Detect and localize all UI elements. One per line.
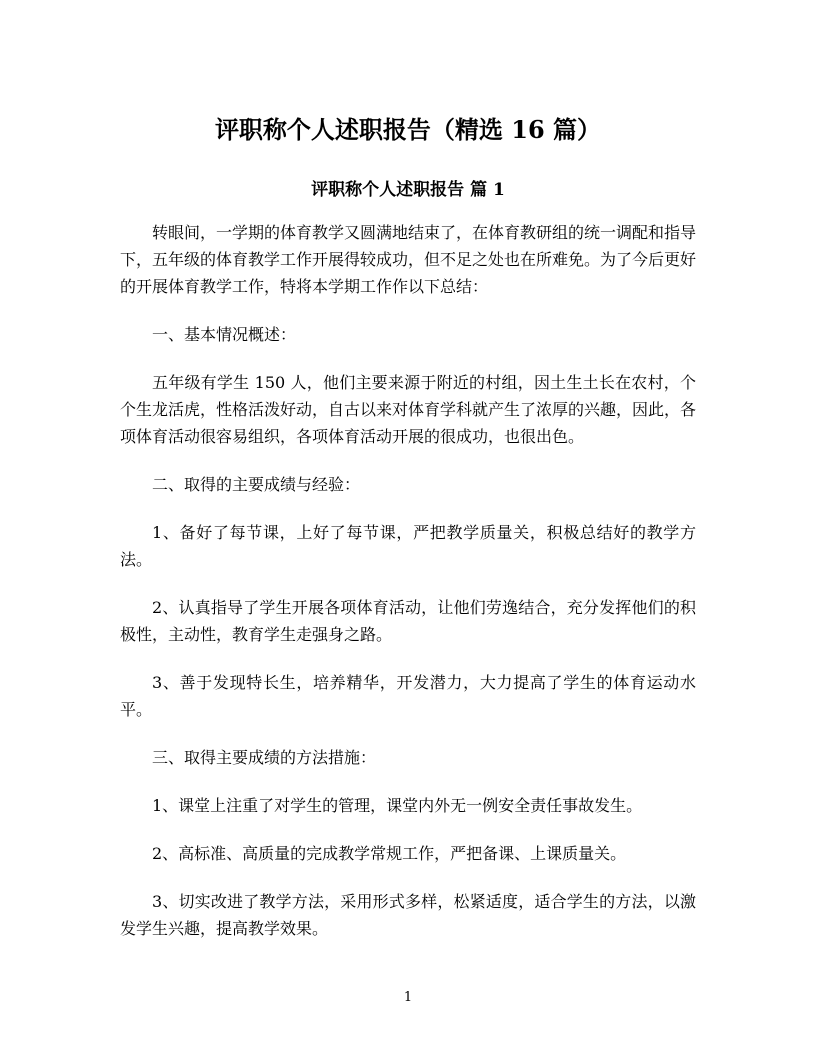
heading-overview: 一、基本情况概述：: [152, 325, 297, 344]
document-title: 评职称个人述职报告（精选 16 篇）: [214, 115, 602, 144]
list-item-method-1: 1、课堂上注重了对学生的管理，课堂内外无一例安全责任事故发生。: [152, 796, 643, 815]
heading-methods: 三、取得主要成绩的方法措施：: [152, 748, 377, 767]
document-body: [120, 219, 696, 963]
list-item-achievement-1: 1、备好了每节课，上好了每节课，严把教学质量关，积极总结好的教学方法。: [120, 523, 696, 569]
page-number: 1: [403, 990, 413, 1005]
list-item-achievement-2: 2、认真指导了学生开展各项体育活动，让他们劳逸结合，充分发挥他们的积极性，主动性，教育学生走强身之路。: [120, 598, 696, 644]
paragraph-intro: 转眼间，一学期的体育教学又圆满地结束了，在体育教研组的统一调配和指导下，五年级的体育教学工作开展得较成功，但不足之处也在所难免。为了今后更好的开展体育教学工作，特将本学期工作作以下总结：: [120, 223, 697, 296]
section-heading: 评职称个人述职报告 篇 1: [311, 180, 505, 200]
list-item-method-2: 2、高标准、高质量的完成教学常规工作，严把备课、上课质量关。: [152, 844, 627, 863]
list-item-method-3: 3、切实改进了教学方法，采用形式多样，松紧适度，适合学生的方法，以激发学生兴趣，提高教学效果。: [120, 892, 696, 938]
list-item-achievement-3: 3、善于发现特长生，培养精华，开发潜力，大力提高了学生的体育运动水平。: [120, 673, 696, 719]
heading-achievements: 二、取得的主要成绩与经验：: [152, 475, 361, 494]
paragraph-overview: 五年级有学生 150 人，他们主要来源于附近的村组，因土生土长在农村，个个生龙活虎，性格活泼好动，自古以来对体育学科就产生了浓厚的兴趣，因此，各项体育活动很容易组织，各项体育活动开展的很成功，也很出色。: [120, 373, 697, 446]
